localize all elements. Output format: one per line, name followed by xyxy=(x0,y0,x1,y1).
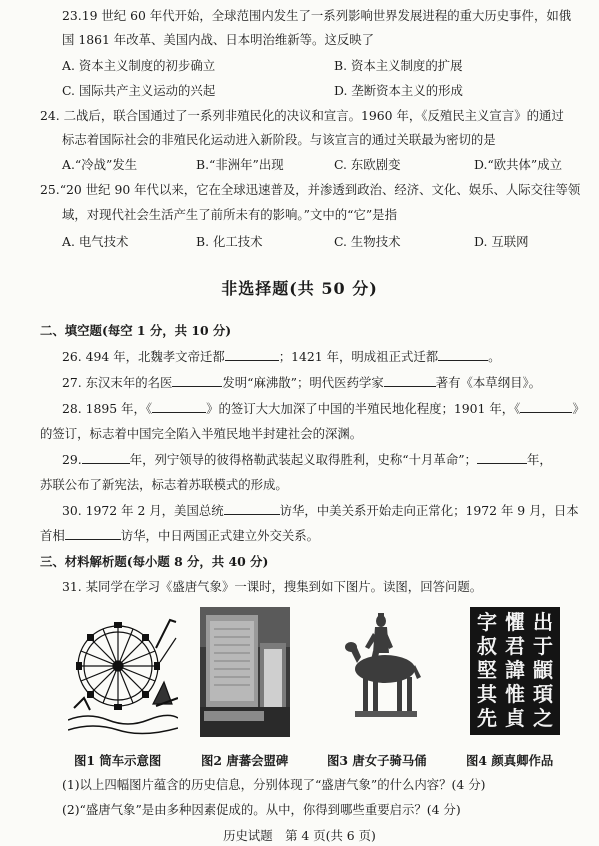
q23-stem-line1: 23.19 世纪 60 年代开始，全球范围内发生了一系列影响世界发展进程的重大历史事件，如俄 xyxy=(62,8,572,23)
part2-heading: 二、填空题(每空 1 分，共 10 分) xyxy=(40,323,232,338)
calligraphy-rubbing xyxy=(470,607,560,735)
q23-option-b: B. 资本主义制度的扩展 xyxy=(334,58,463,73)
q28-blank-2[interactable] xyxy=(520,400,572,413)
q30-text-line2a: 首相 xyxy=(40,528,65,543)
calligraphy-char: 于 xyxy=(533,634,553,658)
q25-stem-line1: 25.“20 世纪 90 年代以来，它在全球迅速普及，并渗透到政治、经济、文化、娱乐、人际交往等领 xyxy=(40,182,581,197)
calligraphy-char: 先 xyxy=(477,706,497,730)
q26-blank-2[interactable] xyxy=(438,348,488,361)
calligraphy-char: 頊 xyxy=(533,682,553,706)
q29-text-a: 29. xyxy=(62,452,82,467)
calligraphy-char: 惟 xyxy=(505,682,525,706)
q28-text-a: 28. 1895 年，《 xyxy=(62,401,153,416)
rider-figurine-photo xyxy=(335,607,425,737)
q29-text-c: 年， xyxy=(526,452,552,467)
q23-option-c: C. 国际共产主义运动的兴起 xyxy=(62,83,216,98)
waterwheel-figure xyxy=(68,608,178,738)
calligraphy-char: 諱 xyxy=(505,658,525,682)
calligraphy-char: 顓 xyxy=(533,658,553,682)
calligraphy-char: 叔 xyxy=(477,634,497,658)
q26-line xyxy=(62,348,501,366)
q26-blank-1[interactable] xyxy=(225,348,279,361)
q30-line2 xyxy=(40,527,319,545)
q31-sub-question-1: (1)以上四幅图片蕴含的历史信息，分别体现了“盛唐气象”的什么内容？(4 分) xyxy=(62,777,486,792)
q24-stem-line2: 标志着国际社会的非殖民化运动进入新阶段。与该宣言的通过关联最为密切的是 xyxy=(62,132,496,147)
calligraphy-char: 君 xyxy=(505,634,525,658)
q23-option-d: D. 垄断资本主义的形成 xyxy=(334,83,463,98)
q26-text-c: 。 xyxy=(488,349,501,364)
q30-blank-2[interactable] xyxy=(65,527,121,540)
q29-blank-2[interactable] xyxy=(477,451,527,464)
q24-stem-line1: 24. 二战后，联合国通过了一系列非殖民化的决议和宣言。1960 年，《反殖民主义宣言》的通过 xyxy=(40,108,564,123)
q29-line2: 苏联公布了新宪法，标志着苏联模式的形成。 xyxy=(40,477,288,492)
q27-text-c: 著有《本草纲目》。 xyxy=(435,375,542,390)
q27-text-b: 发明“麻沸散”；明代医药学家 xyxy=(222,375,384,390)
q25-option-a: A. 电气技术 xyxy=(62,234,129,249)
calligraphy-char: 貞 xyxy=(505,706,525,730)
calligraphy-char: 懼 xyxy=(505,610,525,634)
q30-blank-1[interactable] xyxy=(224,502,280,515)
page-footer: 历史试题 第 4 页(共 6 页) xyxy=(223,828,376,843)
figure-3-caption: 图3 唐女子骑马俑 xyxy=(327,753,427,768)
calligraphy-char: 字 xyxy=(477,610,497,634)
q27-blank-1[interactable] xyxy=(172,374,222,387)
q28-line1 xyxy=(62,400,585,418)
q27-text-a: 27. 东汉末年的名医 xyxy=(62,375,173,390)
calligraphy-char: 之 xyxy=(533,706,553,730)
q28-text-b: 》的签订大大加深了中国的半殖民地化程度；1901 年，《 xyxy=(206,401,521,416)
q25-option-c: C. 生物技术 xyxy=(334,234,401,249)
q24-option-c: C. 东欧剧变 xyxy=(334,157,401,172)
nonchoice-section-title: 非选择题(共 50 分) xyxy=(221,279,378,298)
q26-text-a: 26. 494 年，北魏孝文帝迁都 xyxy=(62,349,225,364)
q24-option-b: B.“非洲年”出现 xyxy=(196,157,284,172)
part3-heading: 三、材料解析题(每小题 8 分，共 40 分) xyxy=(40,554,269,569)
stele-photo xyxy=(200,607,290,737)
q30-line1 xyxy=(62,502,579,520)
figure-4-caption: 图4 颜真卿作品 xyxy=(466,753,554,768)
q27-line xyxy=(62,374,541,392)
figure-2-caption: 图2 唐蕃会盟碑 xyxy=(201,753,289,768)
q29-text-b: 年，列宁领导的彼得格勒武装起义取得胜利，史称“十月革命”； xyxy=(129,452,477,467)
q31-intro: 31. 某同学在学习《盛唐气象》一课时，搜集到如下图片。读图，回答问题。 xyxy=(62,579,483,594)
q30-text-b: 访华，中美关系开始走向正常化；1972 年 9 月，日本 xyxy=(279,503,579,518)
q26-text-b: ；1421 年，明成祖正式迁都 xyxy=(278,349,439,364)
q30-text-a: 30. 1972 年 2 月，美国总统 xyxy=(62,503,224,518)
calligraphy-char: 出 xyxy=(533,610,553,634)
q28-line2: 的签订，标志着中国完全陷入半殖民地半封建社会的深渊。 xyxy=(40,426,363,441)
q28-text-c: 》 xyxy=(572,401,585,416)
calligraphy-char: 堅 xyxy=(477,658,497,682)
q23-option-a: A. 资本主义制度的初步确立 xyxy=(62,58,216,73)
q27-blank-2[interactable] xyxy=(384,374,436,387)
q23-stem-line2: 国 1861 年改革、美国内战、日本明治维新等。这反映了 xyxy=(62,32,375,47)
q25-option-b: B. 化工技术 xyxy=(196,234,263,249)
q24-option-d: D.“欧共体”成立 xyxy=(474,157,563,172)
figure-1-caption: 图1 筒车示意图 xyxy=(74,753,162,768)
q25-option-d: D. 互联网 xyxy=(474,234,529,249)
q29-line1 xyxy=(62,451,552,469)
q25-stem-line2: 域，对现代社会生活产生了前所未有的影响。”文中的“它”是指 xyxy=(62,207,397,222)
q29-blank-1[interactable] xyxy=(82,451,130,464)
q28-blank-1[interactable] xyxy=(152,400,206,413)
q24-option-a: A.“冷战”发生 xyxy=(62,157,138,172)
q31-sub-question-2: (2)“盛唐气象”是由多种因素促成的。从中，你得到哪些重要启示？(4 分) xyxy=(62,802,461,817)
q30-text-line2b: 访华，中日两国正式建立外交关系。 xyxy=(120,528,320,543)
calligraphy-char: 其 xyxy=(477,682,497,706)
